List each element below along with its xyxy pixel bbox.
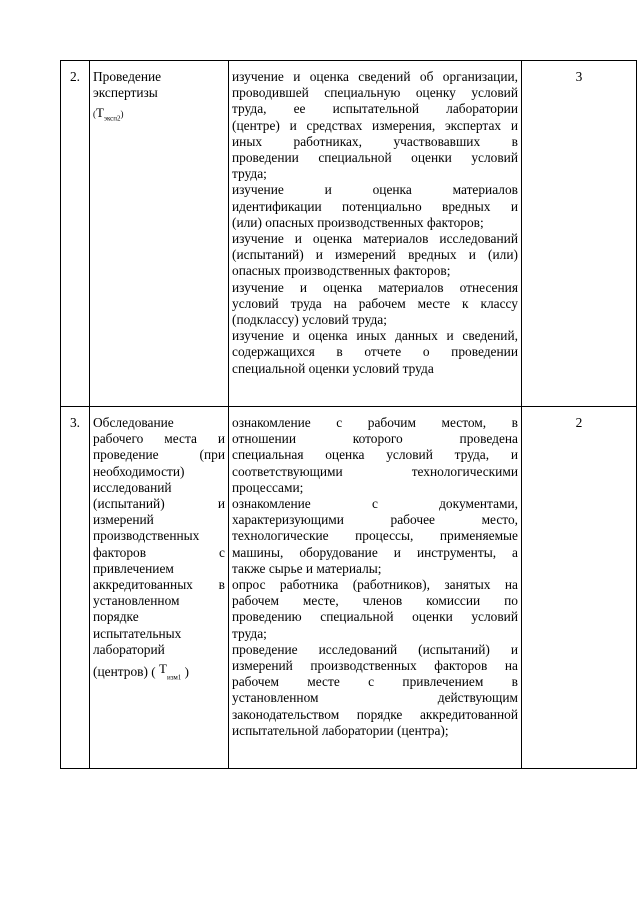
description-line: (подклассу) условий труда; [232, 312, 387, 328]
stage-name-line: измерений [93, 512, 154, 528]
stage-name-line: привлечением [93, 560, 174, 576]
description-line: ознакомление с рабочим местом, в [232, 415, 518, 430]
description-line: условий труда на рабочем месте к классу [232, 295, 518, 311]
description-line: ознакомление с документами, [232, 496, 518, 512]
description-line: изучение и оценка иных данных и сведений, [232, 328, 518, 344]
description-paragraph [232, 69, 518, 182]
description-cell [229, 61, 522, 407]
description-paragraph [232, 577, 518, 642]
description-line: технологические процессы, применяемые [232, 528, 518, 544]
stage-name-cell [90, 61, 229, 407]
symbol-base: Т [96, 105, 104, 121]
description-line: труда; [232, 166, 267, 182]
description-line: изучение и оценка сведений об организации, [232, 69, 518, 84]
description-paragraph [232, 496, 518, 577]
description-line: идентификации потенциально вредных и [232, 198, 518, 214]
stage-name-line: установленном [93, 593, 180, 609]
stage-name-line: (испытаний) и [93, 496, 225, 512]
stage-name-line: Обследование [93, 415, 174, 430]
description-line: труда; [232, 625, 267, 641]
symbol-subscript: эксп2 [103, 115, 121, 124]
stage-name-line [93, 661, 225, 686]
description-line: испытательной лаборатории (центра); [232, 722, 449, 738]
description-paragraph [232, 182, 518, 231]
description-line: (или) опасных производственных факторов; [232, 214, 484, 230]
stage-symbol [93, 105, 225, 127]
description-line: (испытаний) и измерений вредных и (или) [232, 247, 518, 263]
description-paragraph [232, 231, 518, 280]
description-line: изучение и оценка материалов [232, 182, 518, 198]
table-row [61, 407, 637, 769]
stage-name-line: (центров) [93, 664, 148, 680]
stage-name-line: рабочего места и [93, 431, 225, 447]
stage-name-line: факторов с [93, 544, 225, 560]
description-line: проводившей специальную оценку условий [232, 85, 518, 101]
description-line: также сырье и материалы; [232, 560, 382, 576]
description-line: характеризующими рабочее место, [232, 512, 518, 528]
symbol-base: Т [159, 661, 167, 677]
symbol-close: ) [184, 664, 189, 680]
description-line: установленном действующим [232, 690, 518, 706]
value-cell: 3 [522, 61, 637, 407]
description-line: проведении специальной оценки условий [232, 150, 518, 166]
description-paragraph [232, 642, 518, 739]
description-line: законодательством порядке аккредитованной [232, 706, 518, 722]
stage-name-line: порядке [93, 609, 139, 625]
description-line: рабочем месте, членов комиссии по [232, 593, 518, 609]
description-line: опрос работника (работников), занятых на [232, 577, 518, 593]
description-line: специальной оценки условий труда [232, 360, 434, 376]
description-line: содержащихся в отчете о проведении [232, 344, 518, 360]
stage-name-line: исследований [93, 479, 172, 495]
description-line: изучение и оценка материалов исследований [232, 231, 518, 247]
value-cell: 2 [522, 407, 637, 769]
description-line: рабочем месте с привлечением в [232, 674, 518, 690]
stage-name-line: аккредитованных в [93, 577, 225, 593]
description-line: специальная оценка условий труда, и [232, 447, 518, 463]
expertise-table [60, 60, 637, 769]
stage-name-line: необходимости) [93, 463, 185, 479]
description-line: изучение и оценка материалов отнесения [232, 279, 518, 295]
stage-name-line: Проведение [93, 69, 162, 84]
description-line: соответствующими технологическими [232, 463, 518, 479]
description-paragraph [232, 328, 518, 377]
symbol-open: ( [93, 109, 96, 120]
description-line: проведение исследований (испытаний) и [232, 641, 518, 657]
stage-name-line: лабораторий [93, 641, 165, 657]
description-line: измерений производственных факторов на [232, 658, 518, 674]
description-line: проведению специальной оценки условий [232, 609, 518, 625]
description-line: (центре) и средствах измерения, экспертах и [232, 117, 518, 133]
description-line: иных работниках, участвовавших в [232, 133, 518, 149]
stage-name-line: экспертизы [93, 85, 158, 101]
stage-name-line: проведение (при [93, 447, 225, 463]
description-paragraph [232, 280, 518, 329]
table-row [61, 61, 637, 407]
symbol-subscript: изм1 [166, 673, 182, 682]
description-line: машины, оборудование и инструменты, а [232, 544, 518, 560]
stage-name-line: производственных [93, 528, 200, 544]
row-number: 2. [61, 61, 90, 407]
symbol-open: ( [151, 664, 156, 680]
description-paragraph [232, 415, 518, 496]
stage-name-cell [90, 407, 229, 769]
description-cell [229, 407, 522, 769]
description-line: опасных производственных факторов; [232, 263, 451, 279]
description-line: отношении которого проведена [232, 431, 518, 447]
symbol-close: ) [120, 109, 124, 120]
row-number: 3. [61, 407, 90, 769]
stage-name-line: испытательных [93, 625, 182, 641]
description-line: процессами; [232, 479, 304, 495]
description-line: труда, ее испытательной лаборатории [232, 101, 518, 117]
